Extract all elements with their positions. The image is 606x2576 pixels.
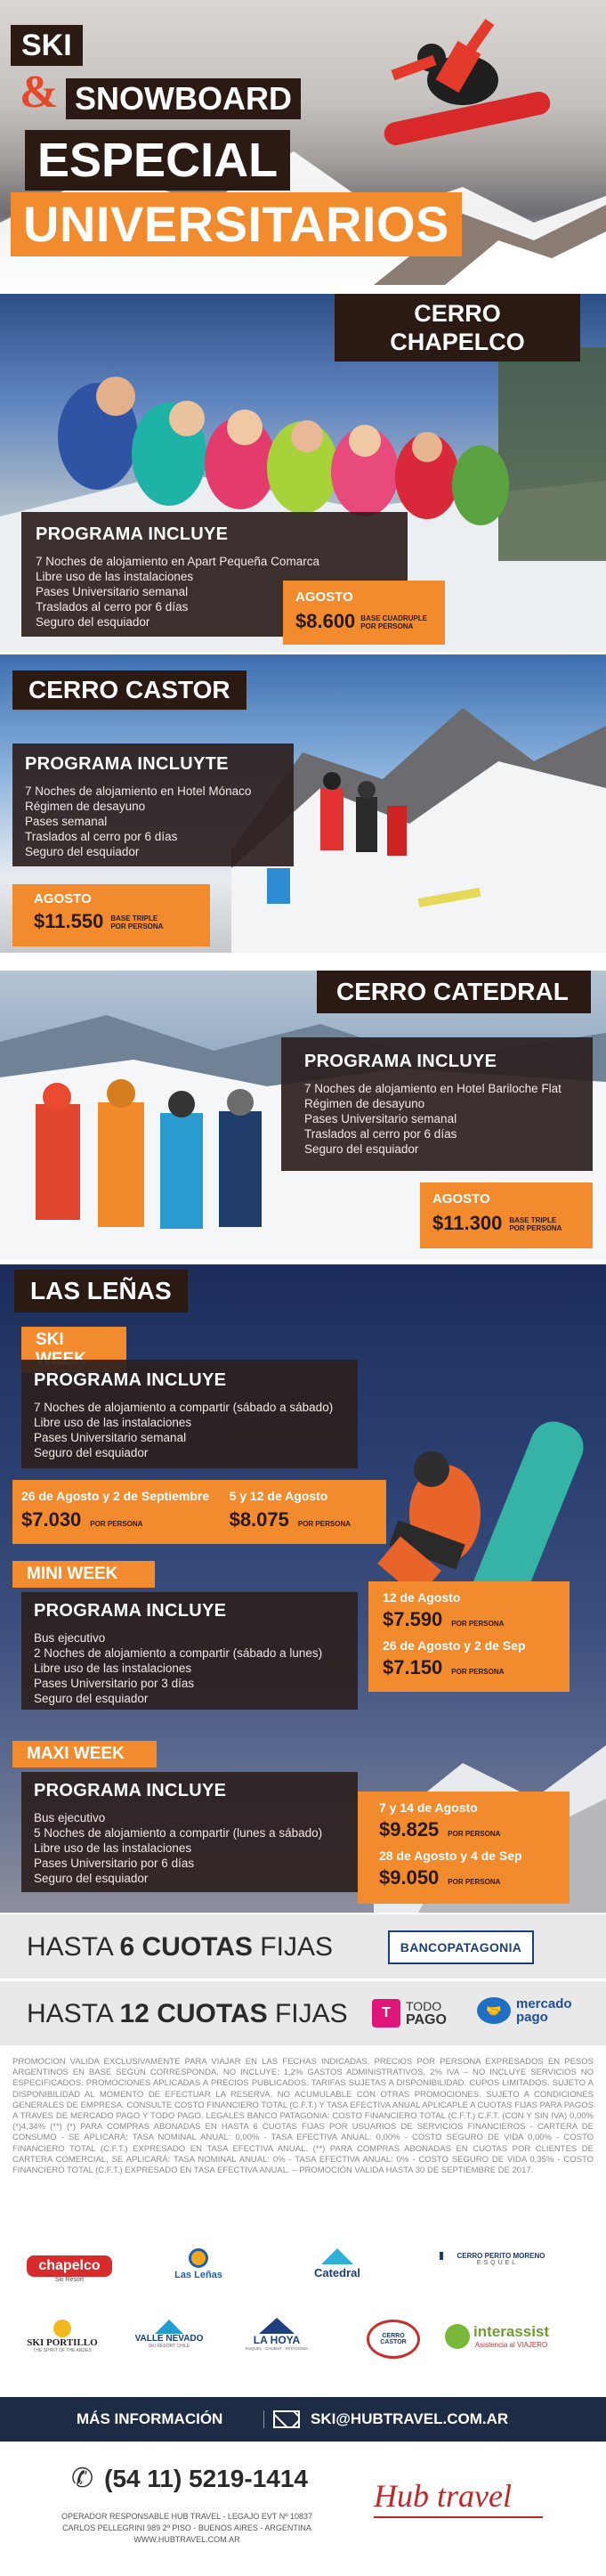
catedral-logo (306, 2248, 368, 2279)
snowboarder-illustration (356, 9, 587, 187)
ski-week-date-1: 26 de Agosto y 2 de Septiembre (21, 1489, 210, 1503)
section-catedral (0, 971, 606, 1260)
phone-link[interactable] (71, 2463, 308, 2494)
interassist-icon (445, 2324, 470, 2349)
ski-week-item: 7 Noches de alojamiento a compartir (sábado a sábado) (34, 1401, 334, 1414)
cuotas-12-number: 12 CUOTAS (119, 1999, 268, 2028)
header-universitarios: UNIVERSITARIOS (11, 192, 462, 256)
cerro-castor-logo-text: CERRO CASTOR (380, 2333, 407, 2345)
la-hoya-icon (259, 2318, 295, 2334)
maxi-week-program-title: PROGRAMA INCLUYE (34, 1781, 227, 1800)
castor-title: CERRO CASTOR (12, 670, 246, 710)
mini-week-item: Seguro del esquiador (34, 1692, 149, 1705)
footer-line-2: CARLOS PELLEGRINI 989 2º PISO - BUENOS AIRES - ARGENTINA (62, 2523, 311, 2532)
mini-week-date-1: 12 de Agosto (383, 1590, 461, 1605)
castor-season: AGOSTO (34, 891, 92, 906)
todopago-text-2: PAGO (406, 2012, 447, 2027)
mini-week-item: Libre uso de las instalaciones (34, 1662, 192, 1675)
footer-line-1: OPERADOR RESPONSABLE HUB TRAVEL - LEGAJO EVT Nº 10837 (61, 2512, 313, 2521)
chapelco-note-person: POR PERSONA (360, 622, 414, 630)
perito-moreno-logo-text: CERRO PERITO MORENO (440, 2252, 555, 2260)
interassist-logo-text: interassist (473, 2323, 550, 2340)
catedral-note-base: BASE TRIPLE (509, 1216, 557, 1224)
perito-moreno-logo (440, 2252, 555, 2266)
las-lenas-logo-text: Las Leñas (174, 2270, 222, 2280)
ski-week-price-1-value: $7.030 (21, 1508, 82, 1531)
mini-week-program-title: PROGRAMA INCLUYE (34, 1601, 227, 1621)
cerro-castor-logo (367, 2320, 420, 2359)
cuotas-row-6 (0, 1914, 606, 1979)
portillo-sun-icon (53, 2320, 71, 2337)
mini-week-note-2: POR PERSONA (451, 1668, 505, 1676)
banco-patagonia-logo (388, 1930, 534, 1964)
mini-week-label: MINI WEEK (12, 1561, 155, 1588)
chapelco-logo (27, 2255, 112, 2283)
ski-week-price-2-value: $8.075 (229, 1508, 289, 1531)
castor-note-person: POR PERSONA (110, 922, 164, 930)
ski-week-item: Libre uso de las instalaciones (34, 1416, 192, 1429)
interassist-logo (445, 2323, 570, 2349)
email-text: SKI@HUBTRAVEL.COM.AR (311, 2410, 509, 2427)
chapelco-item: Pases Universitario semanal (36, 585, 189, 598)
castor-item: Pases semanal (25, 815, 108, 828)
chapelco-item: Seguro del esquiador (36, 615, 150, 629)
mercadopago-text-2: pago (516, 2010, 548, 2025)
cuotas-6-suffix: FIJAS (252, 1932, 333, 1962)
catedral-item: Régimen de desayuno (304, 1097, 425, 1110)
valle-nevado-logo (130, 2320, 208, 2349)
todopago-logo (372, 1999, 447, 2027)
maxi-week-label: MAXI WEEK (12, 1741, 157, 1767)
castor-item: Traslados al cerro por 6 días (25, 830, 178, 843)
mercadopago-logo (477, 1997, 572, 2024)
maxi-week-price-2: $9.050 (379, 1866, 440, 1889)
ski-week-note-2: POR PERSONA (297, 1520, 351, 1528)
castor-note-base: BASE TRIPLE (110, 914, 158, 922)
mini-week-item: Pases Universitario por 3 días (34, 1677, 195, 1690)
mini-week-date-2: 26 de Agosto y 2 de Sep (383, 1638, 526, 1653)
chapelco-item: Traslados al cerro por 6 días (36, 600, 189, 614)
footer-info (53, 2511, 320, 2546)
cuotas-6-number: 6 CUOTAS (119, 1932, 253, 1962)
la-hoya-logo-sub: ESQUEL · CHUBUT · PATAGONIA (245, 2346, 308, 2351)
castor-price-box (12, 884, 210, 947)
legal-text: PROMOCION VALIDA EXCLUSIVAMENTE PARA VIAJAR EN LAS FECHAS INDICADAS. PRECIOS POR PERSONA EXPRESADOS EN PESOS ARGENTINOS EN BASE SEGÚN CORRESPONDA. NO INCLUYE: 1,2% GASTOS ADMINISTRATIVOS, 2% IVA – NO INCLUYE SERVICIOS NO ESPECIFICADOS. PROMOCIONES APLICADAS A PRECIOS PUBLICADOS. TARIFAS SUJETAS A DISPONIBILIDAD. CUPOS LIMITADOS. SUJETO A DISPONIBILIDAD AL MOMENTO DE EFECTUAR LA RESERVA. NO ACUMULABLE CON OTRAS PROMOCIONES. SUJETO A CONDICIONES GENERALES DE EMPRESA. CONSULTE COSTO FINANCIERO TOTAL (C.F.T.) Y TASA EFECTIVA ANUAL APLICAPLE A CUOTAS FIJAS PARA PAGOS A TRAVES DE MERCADO PAGO Y TODO PAGO. LEGALES BANCO PATAGONIA: COSTO FINANCIERO TOTAL (C.F.T.) C.F.T. (CON Y SIN IVA) 0,00% (*)4,34% (**) (*) PARA COMPRAS ABONADAS EN HASTA 6 CUOTAS FIJAS POR USUARIOS DE SERVICIOS FINANCIEROS - CARTERA DE CONSUMO - SE APLICARÁ: TASA NOMINAL ANUAL: 0,00% - TASA EFECTIVA ANUAL: 0,00% - COSTO SEGURO DE VIDA 0,00% - COSTO FINANCIERO TOTAL (C.F.T.) EXPRESADO EN TASA EFECTIVA ANUAL. (**) PARA COMPRAS ABONADAS EN CUOTAS POR CLIENTES DE CARTERA COMERCIAL, SE APLICARÁ: TASA NOMINAL ANUAL: 0% - TASA EFECTIVA ANUAL: 0% - COSTO SEGURO DE VIDA 0,35% - COSTO FINANCIERO TOTAL (C.F.T.) EXPRESADO EN TASA EFECTIVA ANUAL. – PROMOCIÓN VALIDA HASTA 30 DE SEPTIEMBRE DE 2017. (12, 2057, 594, 2176)
maxi-week-note-1: POR PERSONA (448, 1830, 501, 1838)
contact-bar (0, 2397, 606, 2442)
ski-week-price-2 (230, 1489, 377, 1535)
catedral-title: CERRO CATEDRAL (317, 971, 591, 1013)
chapelco-item: Libre uso de las instalaciones (36, 570, 194, 583)
section-chapelco (0, 294, 606, 652)
valle-nevado-logo-sub: SKI RESORT CHILE (148, 2344, 190, 2349)
lenas-title: LAS LEÑAS (14, 1270, 188, 1312)
banco-patagonia-text: BANCOPATAGONIA (400, 1940, 522, 1954)
mini-week-item: Bus ejecutivo (34, 1631, 106, 1645)
chapelco-price-box (283, 581, 445, 645)
mini-week-price-box (368, 1581, 570, 1692)
footer-line-3[interactable]: WWW.HUBTRAVEL.COM.AR (133, 2535, 240, 2544)
castor-item: 7 Noches de alojamiento en Hotel Mónaco (25, 784, 252, 798)
ski-week-program-box (21, 1360, 358, 1468)
ski-week-note-1: POR PERSONA (90, 1520, 143, 1528)
cuotas-6-text (27, 1932, 333, 1962)
info-label: MÁS INFORMACIÓN (77, 2410, 223, 2427)
cuotas-row-12 (0, 1981, 606, 2045)
las-lenas-logo (167, 2248, 230, 2280)
maxi-week-item: Bus ejecutivo (34, 1811, 106, 1824)
castor-item: Seguro del esquiador (25, 845, 140, 858)
phone-number: (54 11) 5219-1414 (104, 2464, 308, 2492)
maxi-week-date-2: 28 de Agosto y 4 de Sep (379, 1849, 522, 1863)
envelope-icon (273, 2410, 300, 2428)
chapelco-title: CERRO CHAPELCO (335, 294, 580, 362)
ski-week-price-box (12, 1480, 386, 1544)
catedral-price: $11.300 (432, 1212, 503, 1234)
ski-week-label: SKI (21, 1327, 126, 1373)
catedral-price-box (420, 1182, 593, 1248)
ski-week-price-1 (21, 1489, 209, 1535)
castor-price: $11.550 (34, 910, 104, 932)
portillo-logo-text: SKI PORTILLO (27, 2337, 98, 2348)
chapelco-item: 7 Noches de alojamiento en Apart Pequeña Comarca (36, 555, 319, 568)
castor-program-box (12, 744, 294, 866)
mountain-icon (321, 2248, 353, 2264)
perito-moreno-logo-sub: ESQUEL (476, 2260, 519, 2266)
chapelco-program-title: PROGRAMA INCLUYE (36, 524, 229, 544)
email-link[interactable] (263, 2410, 508, 2428)
catedral-note-person: POR PERSONA (509, 1224, 562, 1232)
phone-icon: ✆ (71, 2464, 94, 2493)
header-amp: & (20, 67, 59, 118)
catedral-logo-text: Catedral (313, 2266, 361, 2279)
mini-week-item: 2 Noches de alojamiento a compartir (sábado a lunes) (34, 1646, 323, 1660)
mini-week-program-box (21, 1592, 358, 1710)
castor-item: Régimen de desayuno (25, 800, 146, 813)
ski-week-date-2: 5 y 12 de Agosto (229, 1489, 328, 1503)
chapelco-season: AGOSTO (295, 589, 353, 605)
chapelco-price: $8.600 (295, 610, 356, 632)
header-especial: ESPECIAL (25, 130, 290, 191)
interassist-logo-sub: Asistencia al VIAJERO (474, 2341, 548, 2349)
catedral-program-box (281, 1037, 593, 1171)
maxi-week-price-box (358, 1792, 570, 1904)
catedral-program-title: PROGRAMA INCLUYE (304, 1052, 497, 1071)
ski-week-program-title: PROGRAMA INCLUYE (34, 1370, 227, 1390)
maxi-week-item: Pases Universitario por 6 días (34, 1857, 195, 1870)
catedral-item: Pases Universitario semanal (304, 1112, 457, 1125)
resort-logos (0, 2231, 606, 2377)
mercadopago-text-1: mercado (516, 1996, 572, 2011)
maxi-week-price-1: $9.825 (379, 1818, 440, 1841)
sun-icon (189, 2248, 208, 2268)
header-banner (0, 0, 606, 285)
mercadopago-icon: 🤝 (477, 1997, 511, 2024)
mini-week-note-1: POR PERSONA (451, 1620, 505, 1628)
hubtravel-logo (374, 2477, 561, 2518)
catedral-item: Seguro del esquiador (304, 1142, 419, 1156)
catedral-season: AGOSTO (432, 1191, 490, 1207)
valle-nevado-icon (155, 2320, 183, 2334)
footer (0, 2442, 606, 2576)
legal-text-block (0, 2057, 606, 2226)
maxi-week-item: Seguro del esquiador (34, 1872, 149, 1885)
mini-week-price-2: $7.150 (383, 1656, 443, 1678)
ski-week-item: Pases Universitario semanal (34, 1431, 187, 1444)
cuotas-12-prefix: HASTA (27, 1999, 120, 2028)
hubtravel-underline (374, 2516, 543, 2518)
ski-week-item: Seguro del esquiador (34, 1446, 149, 1459)
portillo-logo-sub: THE SPIRIT OF THE ANDES (33, 2348, 92, 2353)
chapelco-note-base: BASE CUADRUPLE (360, 614, 427, 622)
header-snowboard: SNOWBOARD (66, 78, 301, 119)
header-ski: SKI (11, 25, 83, 66)
mini-week-price-1: $7.590 (383, 1608, 443, 1630)
chapelco-logo-sub: Ski Resort (54, 2277, 85, 2283)
maxi-week-item: Libre uso de las instalaciones (34, 1841, 192, 1855)
maxi-week-program-box (21, 1772, 358, 1892)
hubtravel-logo-text: Hub travel (374, 2478, 512, 2514)
catedral-item: 7 Noches de alojamiento en Hotel Bariloche Flat (304, 1082, 562, 1095)
section-las-lenas (0, 1264, 606, 1913)
todopago-text-1: TODO (406, 1999, 442, 2013)
cuotas-12-suffix: FIJAS (267, 1999, 348, 2028)
todopago-icon: T (372, 1999, 400, 2027)
la-hoya-logo (237, 2318, 317, 2351)
catedral-item: Traslados al cerro por 6 días (304, 1127, 457, 1141)
cuotas-6-prefix: HASTA (27, 1932, 120, 1962)
valle-nevado-logo-text: VALLE NEVADO (134, 2334, 204, 2344)
castor-program-title: PROGRAMA INCLUYTE (25, 754, 229, 774)
chapelco-logo-text: chapelco (27, 2255, 112, 2277)
maxi-week-note-2: POR PERSONA (448, 1878, 501, 1886)
cuotas-12-text (27, 1999, 348, 2029)
section-castor (0, 654, 606, 953)
maxi-week-date-1: 7 y 14 de Agosto (379, 1800, 478, 1815)
maxi-week-item: 5 Noches de alojamiento a compartir (lunes a sábado) (34, 1826, 323, 1840)
portillo-logo (18, 2320, 107, 2353)
la-hoya-logo-text: LA HOYA (253, 2334, 301, 2346)
